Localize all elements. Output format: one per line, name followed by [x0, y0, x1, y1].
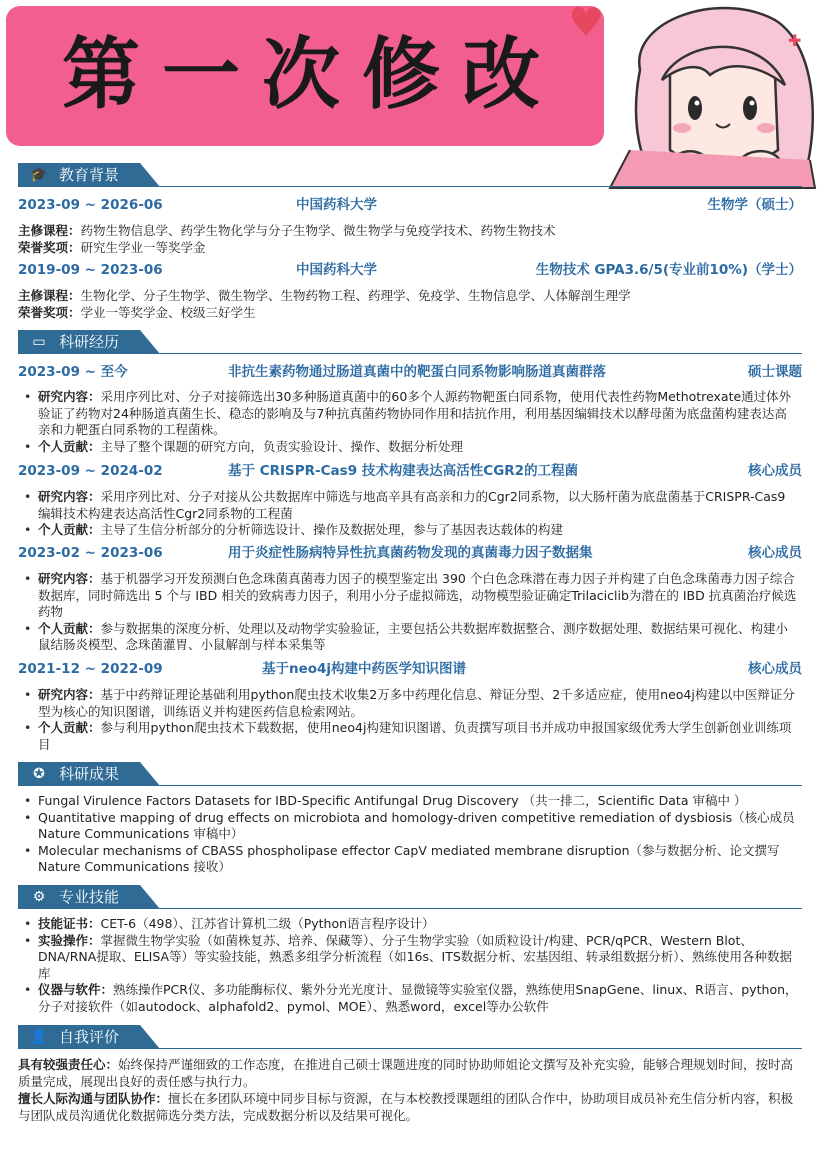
cartoon-girl-illustration	[600, 0, 820, 190]
research-date: 2023-02 ~ 2023-06	[18, 545, 163, 561]
list-item: • 研究内容：基于中药辩证理论基础利用python爬虫技术收集2万多中药理化信息、辩证分型、2千多适应症，使用neo4j构建以中医辩证分型为核心的知识图谱，训练语义并构建医药信息检索网站。	[18, 687, 798, 720]
section-title: 科研成果	[59, 765, 120, 783]
section-title: 专业技能	[59, 888, 120, 906]
list-item: • 研究内容：采用序列比对、分子对接从公共数据库中筛选与地高辛具有高亲和力的Cgr2同系物，以大肠杆菌为底盘菌基于CRISPR-Cas9 编辑技术构建表达高活性Cgr2同系物的工程菌	[18, 489, 798, 522]
gear-icon: ⚙	[32, 889, 46, 905]
research-date: 2023-09 ~ 2024-02	[18, 463, 163, 479]
research-details	[18, 389, 798, 455]
research-title: 基于neo4j构建中药医学知识图谱	[262, 661, 467, 677]
list-item: • Fungal Virulence Factors Datasets for IBD-Specific Antifungal Drug Discovery （共一排二，Scientific Data 审稿中 ）	[18, 793, 798, 810]
research-row	[18, 461, 802, 481]
section-header-achievements	[18, 762, 802, 786]
research-date: 2023-09 ~ 至今	[18, 364, 128, 380]
education-row	[18, 195, 802, 215]
list-item: • 个人贡献：主导了整个课题的研究方向，负责实验设计、操作、数据分析处理	[18, 439, 798, 456]
education-honors: 荣誉奖项：学业一等奖学金、校级三好学生	[18, 305, 256, 320]
list-item: • 个人贡献：参与数据集的深度分析、处理以及动物学实验验证，主要包括公共数据库数据整合、测序数据处理、数据结果可视化、构建小鼠结肠炎模型、念珠菌灌胃、小鼠解剖与样本采集等	[18, 621, 798, 654]
list-item: • 仪器与软件：熟练操作PCR仪、多功能酶标仪、紫外分光光度计、显微镜等实验室仪器，熟练使用SnapGene、linux、R语言、python，分子对接软件（如autodock、alphafold2、pymol、MOE）、熟悉word，excel等办公软件	[18, 982, 798, 1015]
education-date: 2023-09 ~ 2026-06	[18, 197, 163, 213]
publication-list	[18, 793, 798, 876]
list-item: • 个人贡献：参与利用python爬虫技术下载数据，使用neo4j构建知识图谱、负责撰写项目书并成功申报国家级优秀大学生创新创业训练项目	[18, 720, 798, 753]
education-courses: 主修课程：药物生物信息学、药学生物化学与分子生物学、微生物学与免疫学技术、药物生物技术	[18, 223, 556, 238]
research-role: 核心成员	[748, 463, 802, 479]
research-title: 用于炎症性肠病特异性抗真菌药物发现的真菌毒力因子数据集	[228, 545, 593, 561]
research-role: 核心成员	[748, 661, 802, 677]
research-row	[18, 362, 802, 382]
education-major: 生物技术 GPA3.6/5(专业前10%)（学士）	[535, 262, 802, 278]
education-date: 2019-09 ~ 2023-06	[18, 262, 163, 278]
list-item: • 技能证书：CET-6（498）、江苏省计算机二级（Python语言程序设计）	[18, 916, 798, 933]
graduation-cap-icon: 🎓	[30, 167, 48, 183]
section-header-research	[18, 330, 802, 354]
list-item: • Quantitative mapping of drug effects on microbiota and homology-driven competitive remediation of dysbiosis（核心成员 Nature Communications 审稿中）	[18, 810, 798, 843]
list-item: • 个人贡献：主导了生信分析部分的分析筛选设计、操作及数据处理，参与了基因表达载体的构建	[18, 522, 798, 539]
section-header-skills	[18, 885, 802, 909]
heart-icon: ♥	[568, 0, 604, 46]
list-item: • 实验操作：掌握微生物学实验（如菌株复苏、培养、保藏等）、分子生物学实验（如质粒设计/构建、PCR/qPCR、Western Blot、DNA/RNA提取、ELISA等）等实验技能，熟悉多组学分析流程（如16s、ITS数据分析、宏基因组、转录组数据分析）、熟练使用各种数据库	[18, 933, 798, 983]
section-title: 自我评价	[59, 1028, 120, 1046]
research-row	[18, 659, 802, 679]
research-title: 基于 CRISPR-Cas9 技术构建表达高活性CGR2的工程菌	[228, 463, 579, 479]
research-details	[18, 687, 798, 753]
title-banner	[6, 6, 604, 146]
skills-list	[18, 916, 798, 1015]
list-item: • 研究内容：基于机器学习开发预测白色念珠菌真菌毒力因子的模型鉴定出 390 个白色念珠潜在毒力因子并构建了白色念珠菌毒力因子综合数据库，同时筛选出 5 个与 IBD 相关的致病毒力因子，利用小分子虚拟筛选，动物模型验证确定Trilaciclib为潜在的 IBD 抗真菌治疗候选药物	[18, 571, 798, 621]
research-row	[18, 543, 802, 563]
list-item: • Molecular mechanisms of CBASS phospholipase effector CapV mediated membrane disruption（参与数据分析、论文撰写 Nature Communications 接收）	[18, 843, 798, 876]
research-date: 2021-12 ~ 2022-09	[18, 661, 163, 677]
person-icon: 👤	[30, 1029, 48, 1045]
education-school: 中国药科大学	[296, 262, 377, 278]
banner-title: 第一次修改	[62, 29, 563, 120]
briefcase-icon: ▭	[32, 334, 46, 350]
self-evaluation-item: 具有较强责任心：始终保持严谨细致的工作态度，在推进自己硕士课题进度的同时协助师姐论文撰写及补充实验，能够合理规划时间，按时高质量完成，展现出良好的责任感与执行力。	[18, 1057, 794, 1089]
education-honors: 荣誉奖项：研究生学业一等奖学金	[18, 240, 206, 255]
research-role: 硕士课题	[748, 364, 802, 380]
education-courses: 主修课程：生物化学、分子生物学、微生物学、生物药物工程、药理学、免疫学、生物信息学、人体解剖生理学	[18, 288, 631, 303]
section-header-self-evaluation	[18, 1025, 802, 1049]
education-row	[18, 260, 802, 280]
self-evaluation-item: 擅长人际沟通与团队协作：擅长在多团队环境中同步目标与资源，在与本校教授课题组的团队合作中，协助项目成员补充生信分析内容，积极与团队成员沟通优化数据筛选分类方法，完成数据分析以及结果可视化。	[18, 1091, 794, 1123]
research-details	[18, 571, 798, 654]
research-title: 非抗生素药物通过肠道真菌中的靶蛋白同系物影响肠道真菌群落	[228, 364, 606, 380]
list-item: • 研究内容：采用序列比对、分子对接筛选出30多种肠道真菌中的60多个人源药物靶蛋白同系物，使用代表性药物Methotrexate通过体外验证了药物对24种肠道真菌生长、稳态的影响及与7种抗真菌药物协同作用和拮抗作用，利用基因编辑技术以酵母菌为底盘菌构建表达高亲和力靶蛋白同系物的工程菌株。	[18, 389, 798, 439]
section-header-education	[18, 163, 802, 187]
education-major: 生物学（硕士）	[707, 197, 802, 213]
education-school: 中国药科大学	[296, 197, 377, 213]
award-icon: ✪	[33, 766, 45, 782]
svg-text:✚: ✚	[788, 31, 802, 50]
section-title: 教育背景	[59, 166, 120, 184]
section-title: 科研经历	[59, 333, 120, 351]
research-role: 核心成员	[748, 545, 802, 561]
research-details	[18, 489, 798, 539]
